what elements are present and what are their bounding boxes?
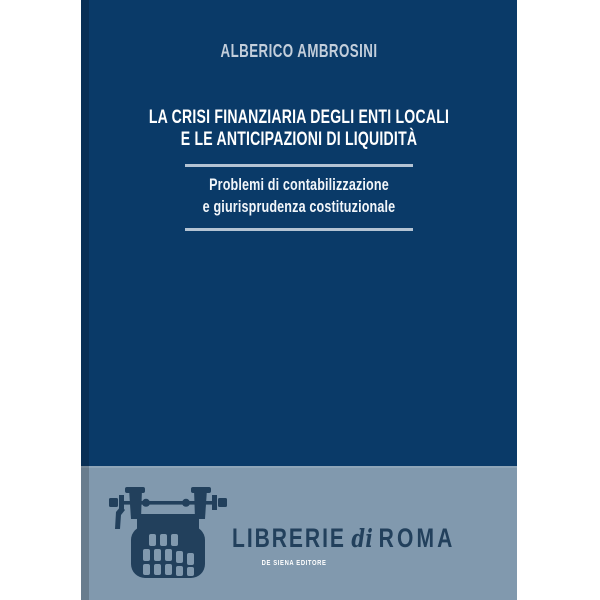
typewriter-icon <box>107 484 229 580</box>
book-subtitle-line1: Problemi di contabilizzazione <box>209 175 389 194</box>
publisher-imprint: DE SIENA EDITORE <box>261 558 327 567</box>
publisher-band <box>81 466 517 600</box>
book-title <box>138 107 461 151</box>
spine-shadow <box>81 0 89 600</box>
book-title-line2: E LE ANTICIPAZIONI DI LIQUIDITÀ <box>180 129 418 150</box>
publisher-word-roma: ROMA <box>378 523 456 553</box>
publisher-logo <box>232 524 455 568</box>
book-title-line1: LA CRISI FINANZIARIA DEGLI ENTI LOCALI <box>148 107 450 128</box>
book-subtitle-line2: e giurisprudenza costituzionale <box>202 197 396 216</box>
publisher-word-librerie: LIBRERIE <box>232 523 346 553</box>
book-cover <box>81 0 517 600</box>
author-name: ALBERICO AMBROSINI <box>220 41 378 61</box>
publisher-word-di: di <box>351 524 374 553</box>
divider-rule-top <box>185 164 413 167</box>
divider-rule-bottom <box>185 228 413 231</box>
book-subtitle <box>138 174 461 218</box>
cover-front <box>81 0 517 466</box>
